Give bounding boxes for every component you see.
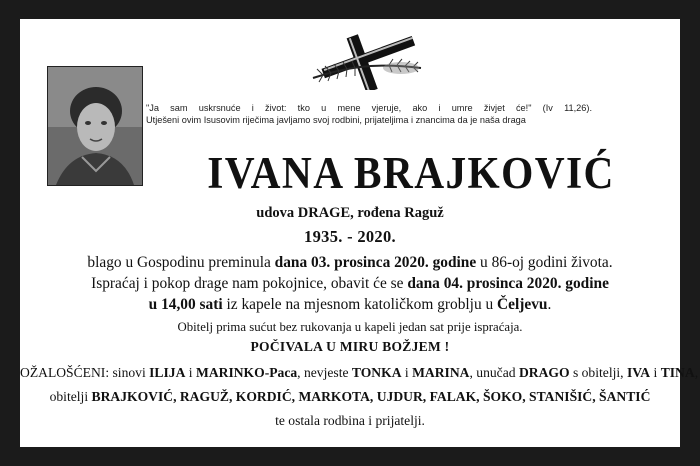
conj: i — [185, 365, 196, 380]
life-years: 1935. - 2020. — [304, 227, 396, 246]
condolence-note: Obitelj prima sućut bez rukovanja u kapeli jedan sat prije ispraćaja. — [177, 320, 523, 334]
death-text: blago u Gospodinu preminula — [87, 254, 275, 271]
funeral-place: Čeljevu — [497, 296, 548, 313]
funeral-time-line — [20, 296, 680, 314]
son-name: ILIJA — [149, 365, 186, 380]
bible-quote — [146, 102, 592, 126]
relation-label: s obitelji, — [569, 365, 627, 380]
cross-icon — [303, 28, 435, 90]
mourners-line-1 — [20, 365, 699, 381]
funeral-time: u 14,00 sati — [148, 296, 223, 313]
funeral-text: Ispraćaj i pokop drage nam pokojnice, obavit će se — [91, 275, 408, 292]
obituary-notice — [20, 19, 699, 447]
intro-line: Utješeni ovim Isusovim riječima javljamo svoj rodbini, prijateljima i znancima da je naša draga — [146, 115, 526, 125]
grandchild-name: IVA — [626, 365, 651, 380]
son-name: MARINKO-Paca — [195, 365, 298, 380]
mourners-label: OŽALOŠĆENI: sinovi — [20, 365, 150, 380]
relation-label: , unučad — [469, 365, 519, 380]
deceased-name: IVANA BRAJKOVIĆ — [207, 148, 615, 198]
rip-line: POČIVALA U MIRU BOŽJEM ! — [250, 339, 450, 354]
grandchild-name: DRAGO — [518, 365, 570, 380]
daughter-in-law-name: MARINA — [412, 365, 470, 380]
comma: , — [694, 365, 699, 380]
death-line — [20, 254, 680, 272]
grandchild-name: TINA — [660, 365, 695, 380]
funeral-line — [20, 275, 680, 293]
family-names: BRAJKOVIĆ, RAGUŽ, KORDIĆ, MARKOTA, UJDUR, FALAK, ŠOKO, STANIŠIĆ, ŠANTIĆ — [91, 389, 651, 404]
death-age: u 86-oj godini života. — [476, 254, 613, 271]
families-label: obitelji — [49, 389, 92, 404]
relation-label: , nevjeste — [297, 365, 352, 380]
quote-line: "Ja sam uskrsnuće i život: tko u mene vjeruje, ako i umre živjet će!" (Iv 11,26). — [146, 103, 592, 113]
mourners-line-3: te ostala rodbina i prijatelji. — [275, 413, 425, 428]
daughter-in-law-name: TONKA — [351, 365, 402, 380]
funeral-place-text: iz kapele na mjesnom katoličkom groblju u — [222, 296, 498, 313]
conj: i — [650, 365, 661, 380]
death-date: dana 03. prosinca 2020. godine — [274, 254, 477, 271]
portrait-photo — [47, 66, 143, 186]
conj: i — [401, 365, 413, 380]
period: . — [547, 296, 552, 313]
mourners-line-2 — [20, 389, 680, 405]
widow-line: udova DRAGE, rođena Raguž — [256, 205, 444, 221]
funeral-date: dana 04. prosinca 2020. godine — [407, 275, 609, 292]
